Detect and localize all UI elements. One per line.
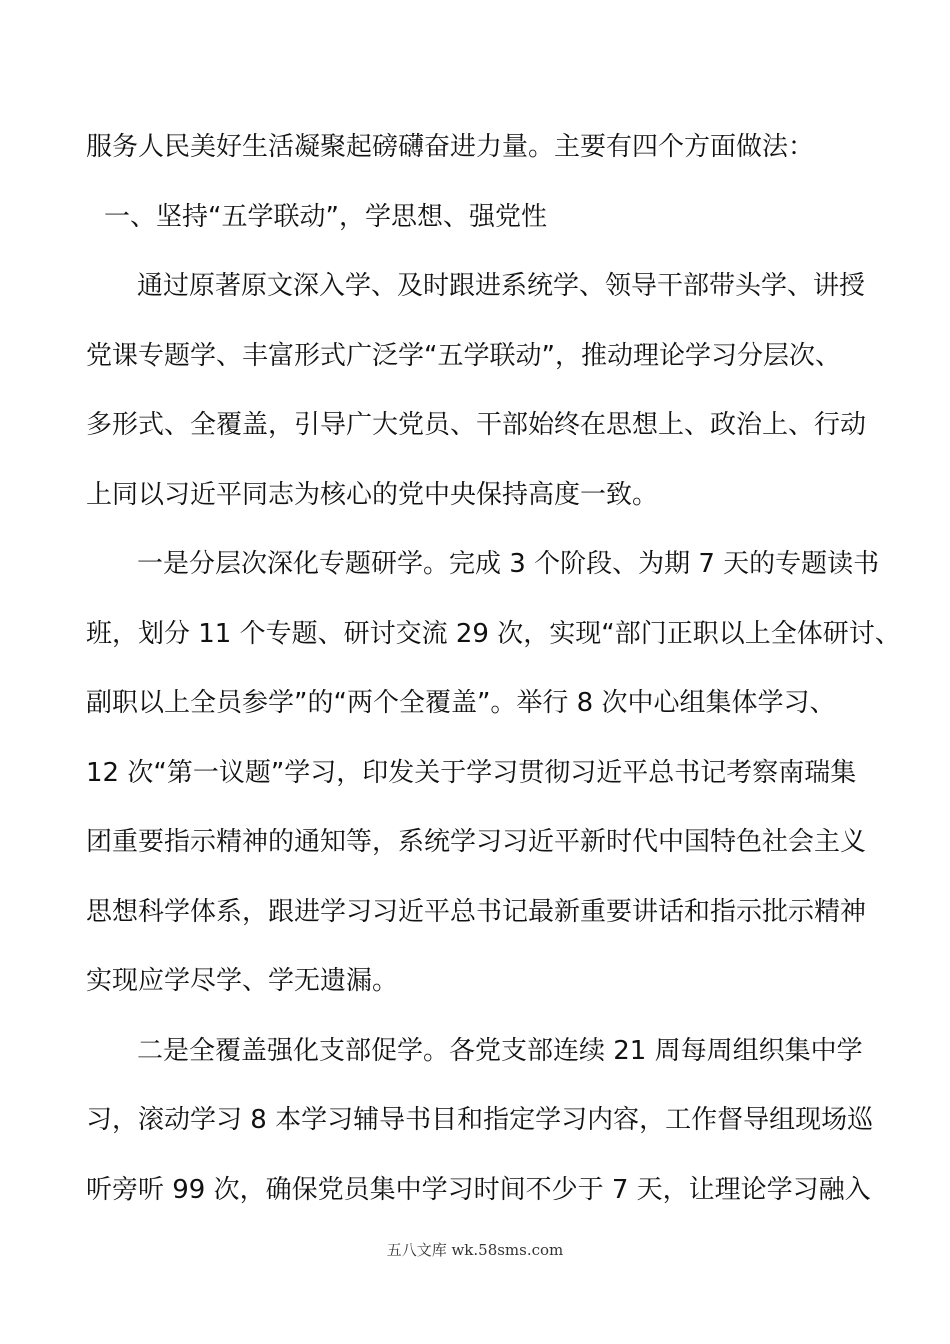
body-text-line: 党课专题学、丰富形式广泛学“五学联动”，推动理论学习分层次、: [86, 341, 841, 371]
body-text-line: 副职以上全员参学”的“两个全覆盖”。举行 8 次中心组集体学习、: [86, 688, 836, 718]
body-text-line: 团重要指示精神的通知等，系统学习习近平新时代中国特色社会主义: [86, 827, 867, 857]
body-text-line: 班，划分 11 个专题、研讨交流 29 次，实现“部门正职以上全体研讨、: [86, 619, 901, 649]
paragraph-first-line: 通过原著原文深入学、及时跟进系统学、领导干部带头学、讲授: [137, 271, 866, 301]
body-text-line: 思想科学体系，跟进学习习近平总书记最新重要讲话和指示批示精神: [86, 897, 867, 927]
page-footer-watermark: 五八文库 wk.58sms.com: [386, 1241, 564, 1259]
paragraph-first-line: 一是分层次深化专题研学。完成 3 个阶段、为期 7 天的专题读书: [137, 549, 880, 579]
body-text-line: 习，滚动学习 8 本学习辅导书目和指定学习内容，工作督导组现场巡: [86, 1105, 874, 1135]
section-heading: 一、坚持“五学联动”，学思想、强党性: [104, 202, 547, 232]
body-text-line: 服务人民美好生活凝聚起磅礴奋进力量。主要有四个方面做法：: [86, 132, 815, 162]
paragraph-first-line: 二是全覆盖强化支部促学。各党支部连续 21 周每周组织集中学: [137, 1036, 863, 1066]
body-text-line: 多形式、全覆盖，引导广大党员、干部始终在思想上、政治上、行动: [86, 410, 867, 440]
body-text-line: 听旁听 99 次，确保党员集中学习时间不少于 7 天，让理论学习融入: [86, 1175, 871, 1205]
body-text-line: 上同以习近平同志为核心的党中央保持高度一致。: [86, 480, 659, 510]
body-text-line: 12 次“第一议题”学习，印发关于学习贯彻习近平总书记考察南瑞集: [86, 758, 857, 788]
body-text-line: 实现应学尽学、学无遗漏。: [86, 966, 399, 996]
